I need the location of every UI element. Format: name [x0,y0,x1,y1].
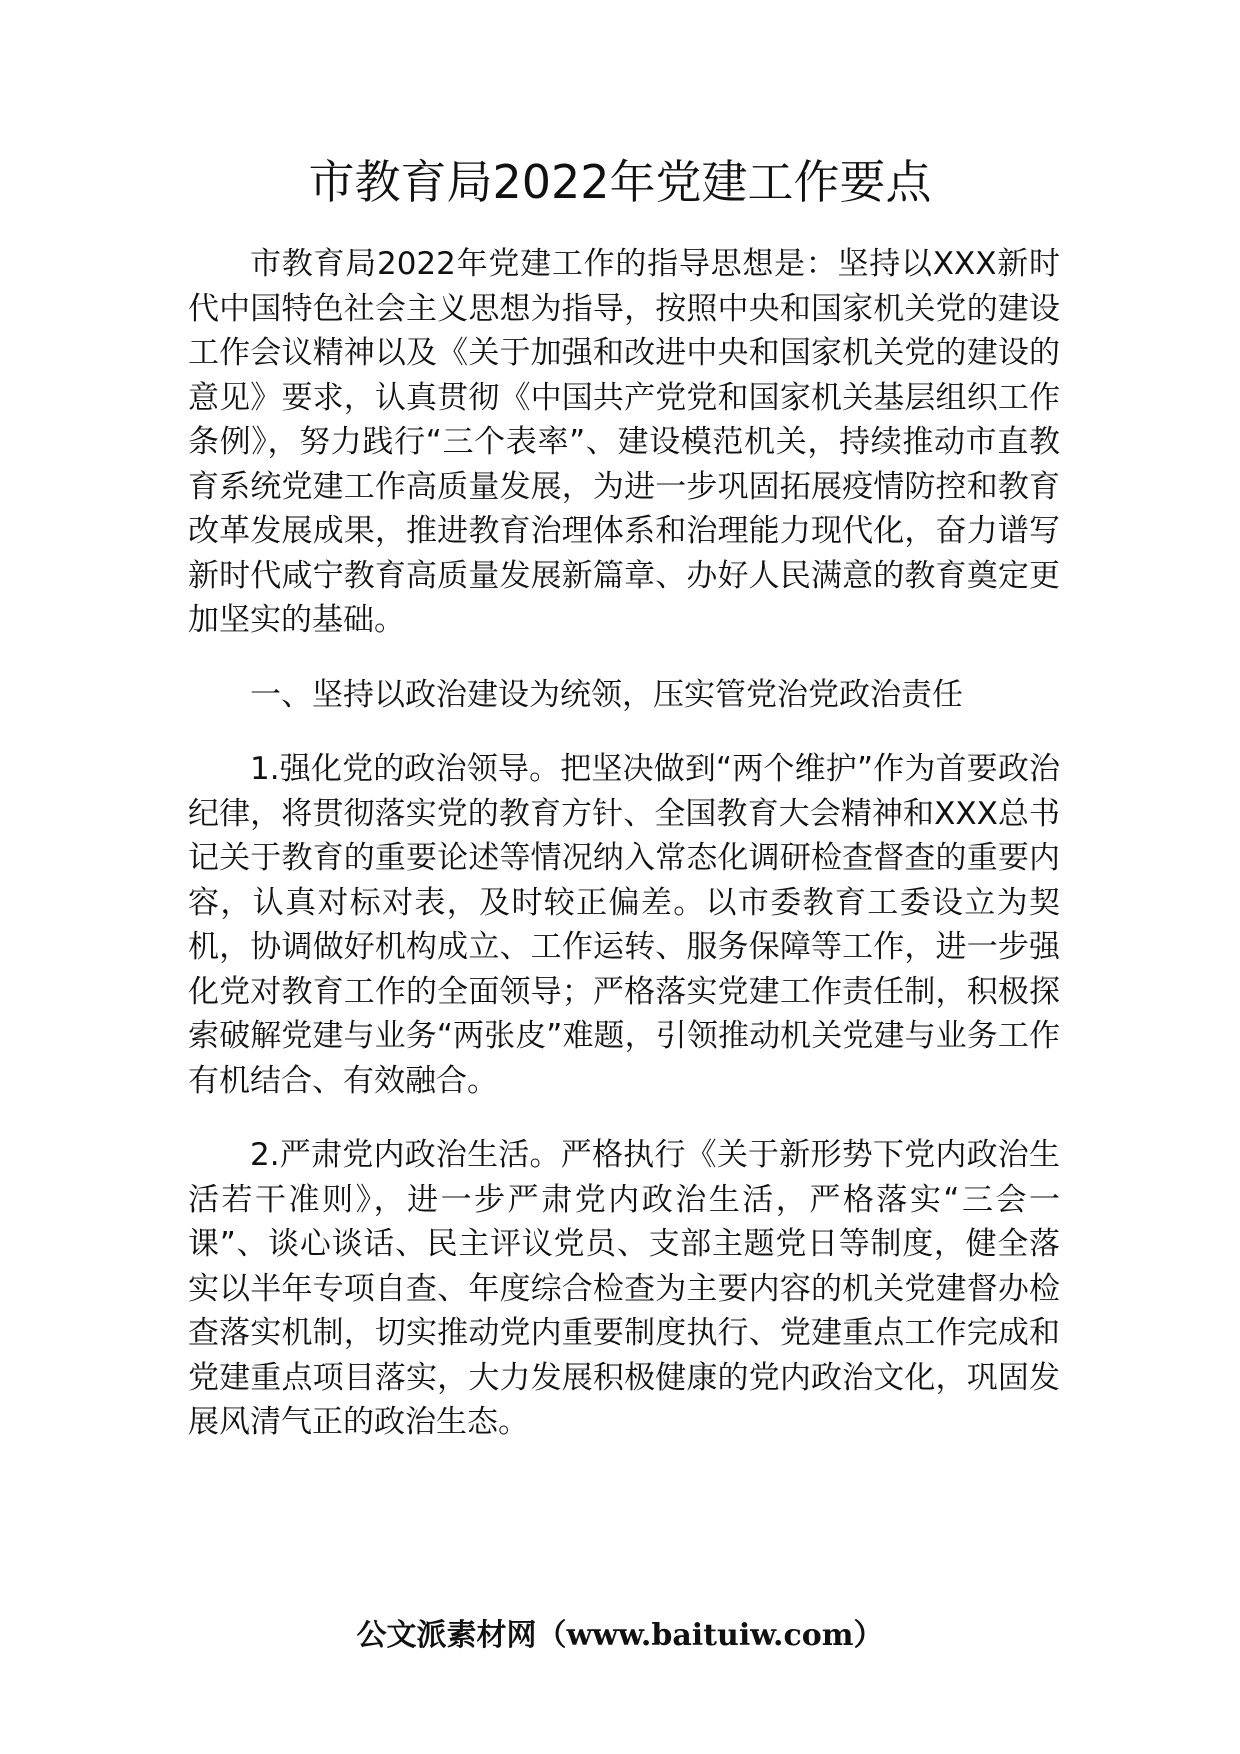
item-paragraph-1: 1.强化党的政治领导。把坚决做到“两个维护”作为首要政治纪律，将贯彻落实党的教育方针、全国教育大会精神和XXX总书记关于教育的重要论述等情况纳入常态化调研检查督查的重要内容，认真对标对表，及时较正偏差。以市委教育工委设立为契机，协调做好机构成立、工作运转、服务保障等工作，进一步强化党对教育工作的全面领导；严格落实党建工作责任制，积极探索破解党建与业务“两张皮”难题，引领推动机关党建与业务工作有机结合、有效融合。 [188,751,1060,1099]
section-heading-1: 一、坚持以政治建设为统领，压实管党治党政治责任 [250,676,963,713]
footer-source: 公文派素材网（www.baituiw.com） [356,1618,884,1653]
item-paragraph-2: 2.严肃党内政治生活。严格执行《关于新形势下党内政治生活若干准则》，进一步严肃党内政治生活，严格落实“三会一课”、谈心谈话、民主评议党员、支部主题党日等制度，健全落实以半年专项自查、年度综合检查为主要内容的机关党建督办检查落实机制，切实推动党内重要制度执行、党建重点工作完成和党建重点项目落实，大力发展积极健康的党内政治文化，巩固发展风清气正的政治生态。 [188,1137,1060,1440]
document-body [188,242,1060,1475]
document-title: 市教育局2022年党建工作要点 [308,155,932,209]
intro-paragraph: 市教育局2022年党建工作的指导思想是：坚持以XXX新时代中国特色社会主义思想为指导，按照中央和国家机关党的建设工作会议精神以及《关于加强和改进中央和国家机关党的建设的意见》要求，认真贯彻《中国共产党党和国家机关基层组织工作条例》，努力践行“三个表率”、建设模范机关，持续推动市直教育系统党建工作高质量发展，为进一步巩固拓展疫情防控和教育改革发展成果，推进教育治理体系和治理能力现代化，奋力谱写新时代咸宁教育高质量发展新篇章、办好人民满意的教育奠定更加坚实的基础。 [188,246,1060,638]
